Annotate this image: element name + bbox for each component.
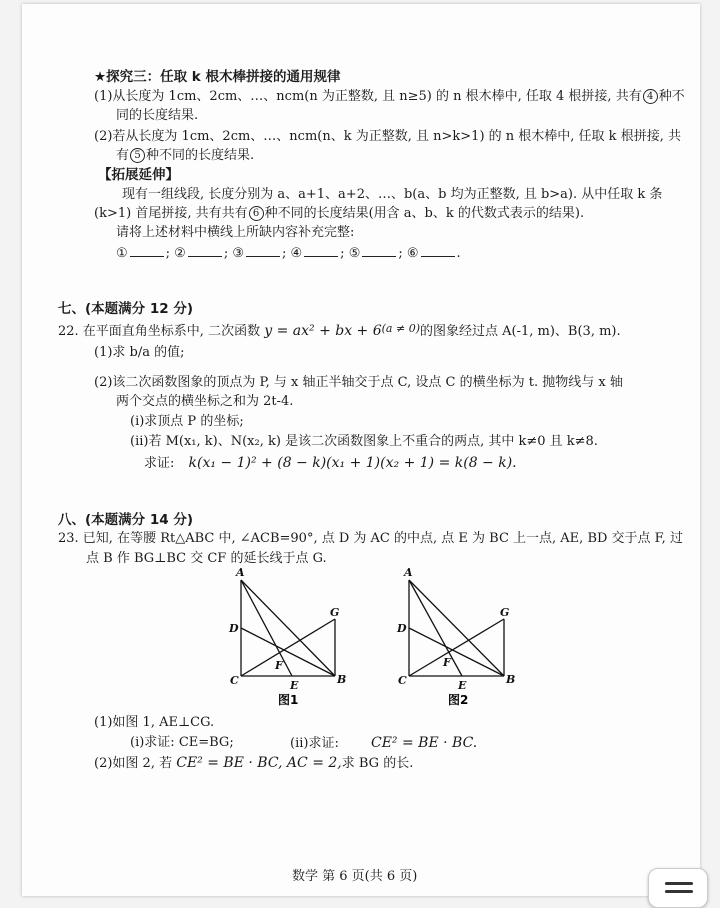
- fig2-label-C: C: [398, 674, 407, 687]
- q22-part2-i: (i)求顶点 P 的坐标;: [130, 414, 244, 429]
- blank-mark-4: 4: [643, 89, 658, 104]
- fig1-label-A: A: [236, 566, 245, 579]
- fig1-label-E: E: [290, 679, 299, 692]
- menu-icon: [665, 882, 693, 885]
- q22-stem: 22. 在平面直角坐标系中, 二次函数 y = ax² + bx + $6^{(a \ne 0)}$的图象经过点 A(-1, m)、B(3, m).: [58, 322, 621, 339]
- fig1-label-G: G: [330, 606, 340, 619]
- fig1-label-F: F: [275, 659, 283, 672]
- menu-button[interactable]: [648, 868, 708, 908]
- blank-mark-5: 5: [130, 148, 145, 163]
- fig1-label-C: C: [230, 674, 239, 687]
- q22-part1: (1)求 b/a 的值;: [94, 345, 185, 360]
- exam-page: [22, 4, 700, 896]
- answer-blank-4[interactable]: [304, 244, 338, 257]
- fig2-label-E: E: [458, 679, 467, 692]
- answer-blank-3[interactable]: [246, 244, 280, 257]
- q22-part2: (2)该二次函数图象的顶点为 P, 与 x 轴正半轴交于点 C, 设点 C 的横坐标为 t. 抛物线与 x 轴: [94, 375, 623, 390]
- fig2-label-D: D: [397, 622, 407, 635]
- fig1-label-B: B: [337, 673, 347, 686]
- q23-stem: 23. 已知, 在等腰 Rt△ABC 中, ∠ACB=90°, 点 D 为 AC 的中点, 点 E 为 BC 上一点, AE, BD 交于点 F, 过: [58, 531, 683, 546]
- figure-2: [409, 580, 504, 676]
- extension-line2: (k>1) 首尾拼接, 共有共有 6 种不同的长度结果(用含 a、b、k 的代数式表示的结果).: [94, 206, 585, 221]
- extension-title: 【拓展延伸】: [98, 167, 179, 183]
- extension-instruction: 请将上述材料中横线上所缺内容补充完整:: [116, 225, 355, 240]
- fig2-label-B: B: [506, 673, 516, 686]
- q23-stem-cont: 点 B 作 BG⊥BC 交 CF 的延长线于点 G.: [86, 551, 327, 566]
- extension-line1: 现有一组线段, 长度分别为 a、a+1、a+2、…、b(a、b 均为正整数, 且 b>a). 从中任取 k 条: [122, 187, 663, 202]
- answer-blank-5[interactable]: [362, 244, 396, 257]
- answer-blank-1[interactable]: [130, 244, 164, 257]
- q22-prove: 求证: k(x₁ − 1)² + (8 − k)(x₁ + 1)(x₂ + 1) = k(8 − k).: [144, 455, 517, 471]
- section-8-title: 八、(本题满分 14 分): [58, 512, 194, 528]
- blank-mark-6: 6: [249, 206, 264, 221]
- q23-part1-i: (i)求证: CE=BG;: [130, 735, 234, 750]
- figure-1: [241, 580, 335, 676]
- q22-part2-ii: (ii)若 M(x₁, k)、N(x₂, k) 是该二次函数图象上不重合的两点, 其中 k≠0 且 k≠8.: [130, 434, 598, 449]
- q22-part2-cont: 两个交点的横坐标之和为 2t-4.: [116, 394, 294, 409]
- geometry-figures: [222, 564, 522, 714]
- fig1-label-D: D: [229, 622, 239, 635]
- q23-part1-ii: (ii)求证: CE² = BE · BC.: [290, 735, 478, 751]
- fig2-label-F: F: [443, 656, 451, 669]
- explore3-q1: (1)从长度为 1cm、2cm、…、ncm(n 为正整数, 且 n≥5) 的 n 根木棒中, 任取 4 根拼接, 共有 4 种不: [94, 89, 685, 104]
- q23-part2: (2)如图 2, 若 CE² = BE · BC, AC = 2,求 BG 的长.: [94, 755, 414, 771]
- q23-part1: (1)如图 1, AE⊥CG.: [94, 715, 215, 730]
- answer-blank-6[interactable]: [421, 244, 455, 257]
- explore3-q2-cont: 有 5 种不同的长度结果.: [116, 148, 255, 163]
- answer-blanks: ① ; ② ; ③ ; ④ ; ⑤ ; ⑥ .: [116, 246, 461, 261]
- figure-2-caption: 图2: [448, 693, 469, 707]
- explore3-q2: (2)若从长度为 1cm、2cm、…、ncm(n、k 为正整数, 且 n>k>1) 的 n 根木棒中, 任取 k 根拼接, 共: [94, 129, 681, 144]
- explore3-q1-cont: 同的长度结果.: [116, 108, 199, 123]
- section-7-title: 七、(本题满分 12 分): [58, 301, 194, 317]
- page-footer: 数学 第 6 页(共 6 页): [292, 869, 418, 884]
- explore3-title: ★探究三：任取 k 根木棒拼接的通用规律: [94, 69, 341, 85]
- fig2-label-G: G: [500, 606, 510, 619]
- answer-blank-2[interactable]: [188, 244, 222, 257]
- fig2-label-A: A: [404, 566, 413, 579]
- figure-1-caption: 图1: [278, 693, 299, 707]
